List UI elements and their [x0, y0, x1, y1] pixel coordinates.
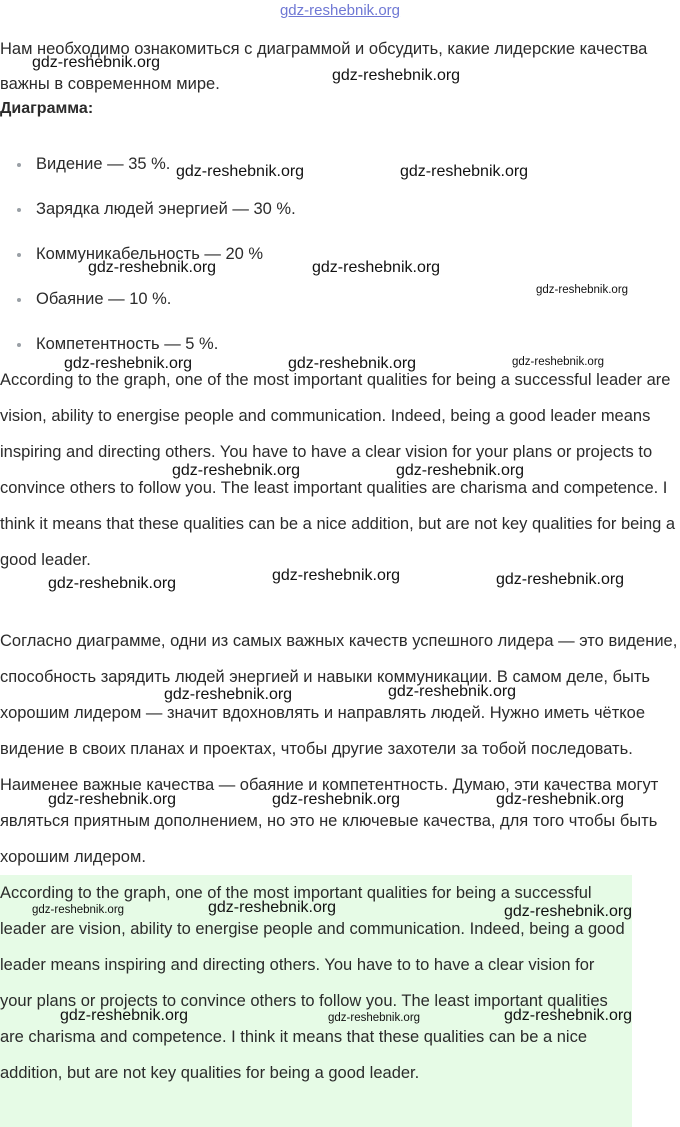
- watermark: gdz-reshebnik.org: [32, 904, 125, 916]
- diagram-title: Диаграмма:: [0, 100, 94, 117]
- watermark: gdz-reshebnik.org: [176, 163, 305, 180]
- site-link[interactable]: gdz-reshebnik.org: [279, 2, 401, 19]
- answer-english: According to the graph, one of the most important qualities for being a successful leader are vision, ability to energise people and communication. Indeed, being a good leader means inspiring and directing others. You have to have a clear vision for your plans or projects to convince others to follow you. The least important qualities are charisma and competence. I think it means that these qualities can be a nice addition, but are not key qualities for being a good leader.: [0, 371, 676, 569]
- watermark: gdz-reshebnik.org: [332, 67, 461, 84]
- watermark: gdz-reshebnik.org: [32, 54, 161, 71]
- watermark: gdz-reshebnik.org: [208, 899, 337, 916]
- watermark: gdz-reshebnik.org: [312, 259, 441, 276]
- list-item-charisma: Обаяние — 10 %.: [36, 290, 172, 308]
- watermark: gdz-reshebnik.org: [64, 355, 193, 372]
- watermark: gdz-reshebnik.org: [512, 356, 605, 368]
- list-item-communication: Коммуникабельность — 20 %: [36, 245, 264, 263]
- watermark: gdz-reshebnik.org: [272, 567, 401, 584]
- watermark: gdz-reshebnik.org: [48, 791, 177, 808]
- watermark: gdz-reshebnik.org: [88, 259, 217, 276]
- watermark: gdz-reshebnik.org: [396, 462, 525, 479]
- watermark: gdz-reshebnik.org: [504, 1007, 633, 1024]
- watermark: gdz-reshebnik.org: [536, 284, 629, 296]
- list-item-vision: Видение — 35 %.: [36, 155, 171, 173]
- watermark: gdz-reshebnik.org: [328, 1012, 421, 1024]
- list-item-competence: Компетентность — 5 %.: [36, 335, 219, 353]
- watermark: gdz-reshebnik.org: [172, 462, 301, 479]
- watermark: gdz-reshebnik.org: [504, 903, 633, 920]
- watermark: gdz-reshebnik.org: [496, 791, 625, 808]
- list-item-energise: Зарядка людей энергией — 30 %.: [36, 200, 296, 218]
- watermark: gdz-reshebnik.org: [48, 575, 177, 592]
- watermark: gdz-reshebnik.org: [164, 686, 293, 703]
- watermark: gdz-reshebnik.org: [496, 571, 625, 588]
- watermark: gdz-reshebnik.org: [60, 1007, 189, 1024]
- answer-russian: Согласно диаграмме, одни из самых важных качеств успешного лидера — это видение, способность зарядить людей энергией и навыки коммуникации. В самом деле, быть хорошим лидером — значит вдохновлять и направлять людей. Нужно иметь чёткое видение в своих планах и проектах, чтобы другие захотели за тобой последовать. Наименее важные качества — обаяние и компетентность. Думаю, эти качества могут являться приятным дополнением, но это не ключевые качества, для того чтобы быть хорошим лидером.: [0, 632, 678, 866]
- watermark: gdz-reshebnik.org: [272, 791, 401, 808]
- watermark: gdz-reshebnik.org: [288, 355, 417, 372]
- intro-text: Нам необходимо ознакомиться с диаграммой и обсудить, какие лидерские качества важны в современном мире.: [0, 40, 648, 93]
- answer-english-highlighted: According to the graph, one of the most important qualities for being a successful leader are vision, ability to energise people and communication. Indeed, being a good leader means inspiring and directing others. You have to to have a clear vision for your plans or projects to convince others to follow you. The least important qualities are charisma and competence. I think it means that these qualities can be a nice addition, but are not key qualities for being a good leader.: [0, 884, 625, 1082]
- watermark: gdz-reshebnik.org: [388, 683, 517, 700]
- watermark: gdz-reshebnik.org: [400, 163, 529, 180]
